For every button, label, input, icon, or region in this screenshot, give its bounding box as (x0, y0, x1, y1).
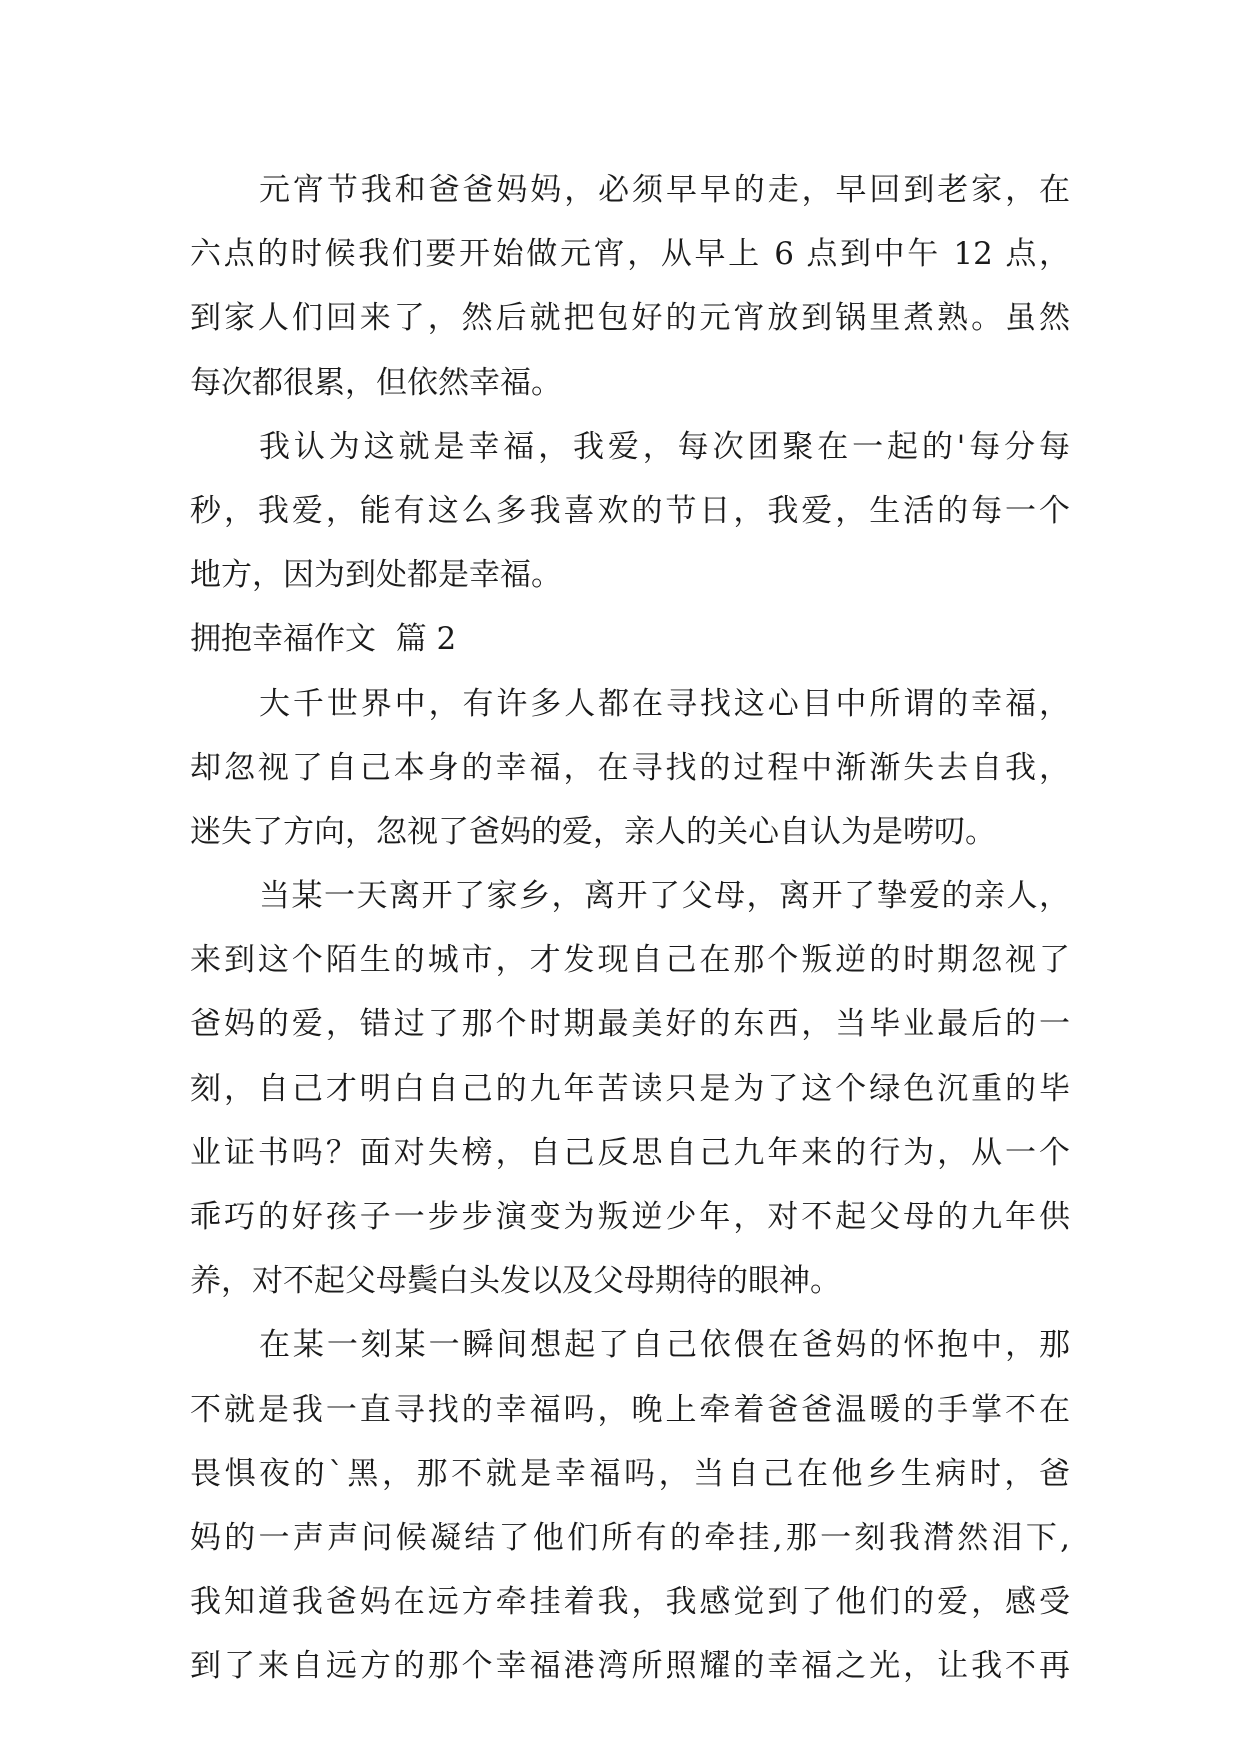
text-line: 在某一刻某一瞬间想起了自己依偎在爸妈的怀抱中，那 (259, 1327, 1070, 1364)
text-line: 秒，我爱，能有这么多我喜欢的节日，我爱，生活的每一个 (190, 492, 1070, 529)
text-line: 乖巧的好孩子一步步演变为叛逆少年，对不起父母的九年供 (190, 1199, 1070, 1235)
section-title: 拥抱幸福作文 篇 2 (190, 621, 457, 658)
paragraph-4 (190, 864, 1070, 1313)
text-line: 六点的时候我们要开始做元宵，从早上 6 点到中午 12 点， (190, 236, 1070, 273)
text-line: 当某一天离开了家乡，离开了父母，离开了挚爱的亲人， (259, 878, 1070, 915)
section-heading (190, 607, 1070, 671)
text-line: 我认为这就是幸福，我爱，每次团聚在一起的'每分每 (259, 428, 1070, 465)
text-line: 养，对不起父母鬓白头发以及父母期待的眼神。 (190, 1263, 841, 1300)
paragraph-5 (190, 1313, 1070, 1698)
text-line: 刻，自己才明白自己的九年苦读只是为了这个绿色沉重的毕 (190, 1070, 1070, 1107)
text-line: 来到这个陌生的城市，才发现自己在那个叛逆的时期忽视了 (190, 942, 1070, 979)
text-line: 大千世界中，有许多人都在寻找这心目中所谓的幸福， (259, 685, 1070, 722)
text-line: 到家人们回来了，然后就把包好的元宵放到锅里煮熟。虽然 (190, 300, 1070, 337)
text-line: 畏惧夜的`黑，那不就是幸福吗，当自己在他乡生病时，爸 (190, 1455, 1070, 1492)
text-line: 却忽视了自己本身的幸福，在寻找的过程中渐渐失去自我， (190, 749, 1070, 786)
text-line: 爸妈的爱，错过了那个时期最美好的东西，当毕业最后的一 (190, 1006, 1070, 1043)
text-line: 不就是我一直寻找的幸福吗，晚上牵着爸爸温暖的手掌不在 (190, 1391, 1070, 1428)
text-line: 妈的一声声问候凝结了他们所有的牵挂,那一刻我潸然泪下, (190, 1519, 1070, 1556)
text-line: 业证书吗？面对失榜，自己反思自己九年来的行为，从一个 (190, 1134, 1070, 1171)
document-body (190, 158, 1070, 1699)
text-line: 元宵节我和爸爸妈妈，必须早早的走，早回到老家，在 (259, 172, 1070, 208)
text-line: 地方，因为到处都是幸福。 (190, 557, 562, 594)
text-line: 每次都很累，但依然幸福。 (190, 364, 562, 401)
text-line: 迷失了方向，忽视了爸妈的爱，亲人的关心自认为是唠叨。 (190, 813, 996, 850)
paragraph-1 (190, 158, 1070, 415)
text-line: 我知道我爸妈在远方牵挂着我，我感觉到了他们的爱，感受 (190, 1584, 1070, 1621)
paragraph-3 (190, 672, 1070, 865)
paragraph-2 (190, 415, 1070, 608)
text-line: 到了来自远方的那个幸福港湾所照耀的幸福之光，让我不再 (190, 1648, 1070, 1685)
